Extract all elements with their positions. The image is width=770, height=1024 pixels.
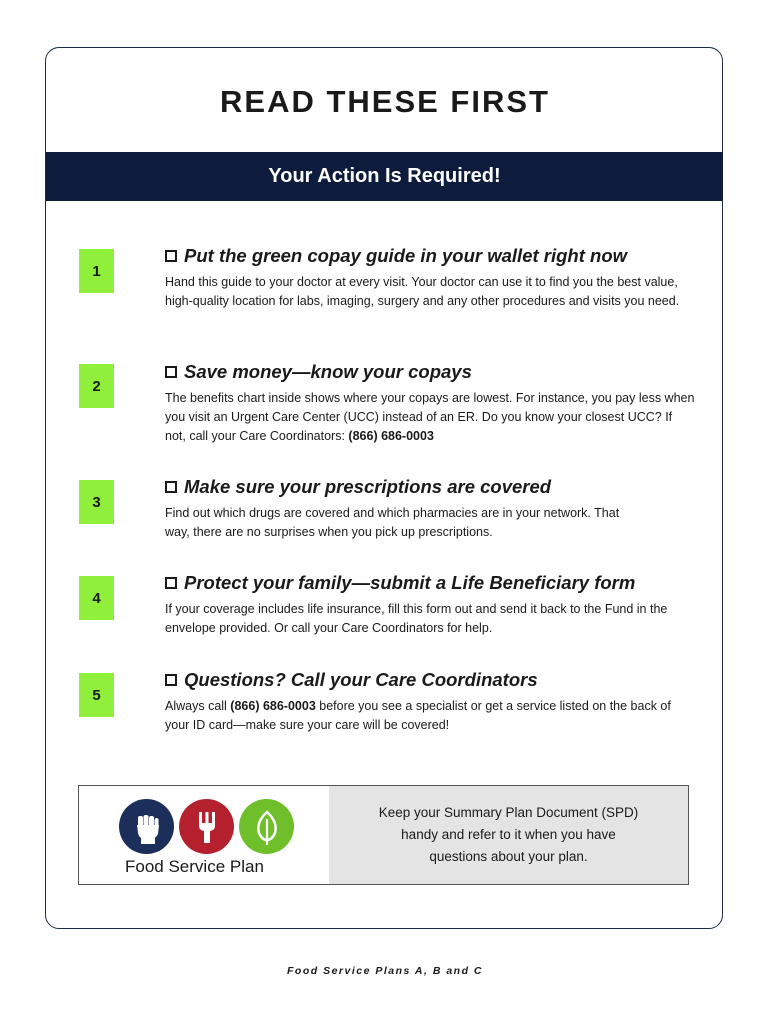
step-3-heading: Make sure your prescriptions are covered xyxy=(165,476,551,498)
step-1-heading: Put the green copay guide in your wallet right now xyxy=(165,245,627,267)
step-2-number: 2 xyxy=(79,364,114,408)
step-1-body: Hand this guide to your doctor at every visit. Your doctor can use it to find you the best value, high-quality location for labs, imaging, surgery and any other procedures and visits you need. xyxy=(165,275,680,308)
leaf-icon xyxy=(239,799,294,854)
page-title: READ THESE FIRST xyxy=(220,84,550,119)
step-5-number: 5 xyxy=(79,673,114,717)
step-5-heading: Questions? Call your Care Coordinators xyxy=(165,669,538,691)
step-4-number: 4 xyxy=(79,576,114,620)
checkbox-icon xyxy=(165,250,177,262)
step-5-body: Always call (866) 686-0003 before you see a specialist or get a service listed on the back of your ID card—make sure your care will be covered! xyxy=(165,699,671,732)
page-footer: Food Service Plans A, B and C xyxy=(287,965,483,977)
logo-text: Food Service Plan xyxy=(125,857,264,876)
step-2-body: The benefits chart inside shows where your copays are lowest. For instance, you pay less when you visit an Urgent Care Center (UCC) instead of an ER. Do you know your closest UCC? If not, call your Care Coordinators: (866) 686-0003 xyxy=(165,391,695,443)
checkbox-icon xyxy=(165,577,177,589)
fist-icon xyxy=(119,799,174,854)
spd-info-box xyxy=(78,785,689,885)
phone-number: (866) 686-0003 xyxy=(230,699,316,713)
step-3-body: Find out which drugs are covered and which pharmacies are in your network. That way, there are no surprises when you pick up prescriptions. xyxy=(165,506,620,539)
food-service-plan-logo xyxy=(79,786,329,884)
checkbox-icon xyxy=(165,674,177,686)
checkbox-icon xyxy=(165,366,177,378)
checkbox-icon xyxy=(165,481,177,493)
action-banner: Your Action Is Required! xyxy=(46,152,723,201)
step-3-number: 3 xyxy=(79,480,114,524)
fork-icon xyxy=(179,799,234,854)
phone-number: (866) 686-0003 xyxy=(348,429,434,443)
step-4-heading: Protect your family—submit a Life Beneficiary form xyxy=(165,572,635,594)
step-4-body: If your coverage includes life insurance, fill this form out and send it back to the Fund in the envelope provided. Or call your Care Coordinators for help. xyxy=(165,602,668,635)
step-2-heading: Save money—know your copays xyxy=(165,361,472,383)
step-1-number: 1 xyxy=(79,249,114,293)
spd-note: Keep your Summary Plan Document (SPD) handy and refer to it when you have questions about your plan. xyxy=(329,786,688,884)
